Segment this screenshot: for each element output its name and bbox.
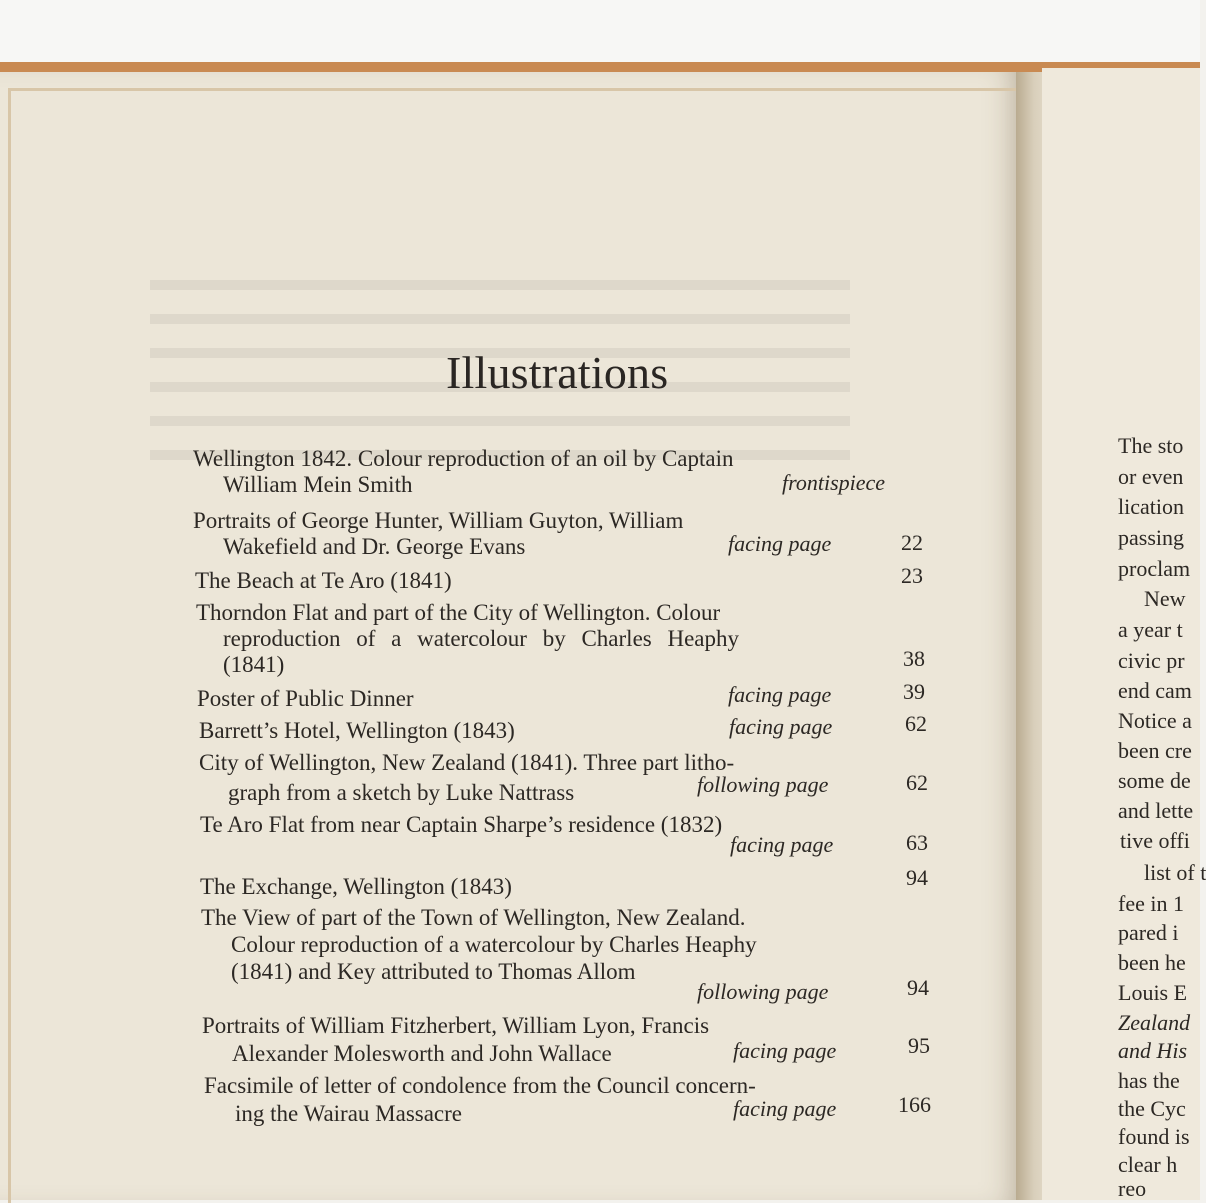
entry-line: reproduction of a watercolour by Charles Heaphy bbox=[223, 626, 740, 651]
right-page-line: been he bbox=[1118, 950, 1186, 975]
entry-location: following page bbox=[697, 772, 829, 797]
entry-line: Portraits of George Hunter, William Guyton, William bbox=[193, 508, 684, 533]
entry-line: (1841) bbox=[223, 652, 285, 677]
entry-location: facing page bbox=[728, 682, 832, 707]
entry-line: Barrett’s Hotel, Wellington (1843) bbox=[199, 718, 515, 743]
page-title: Illustrations bbox=[446, 347, 669, 398]
right-page-line: end cam bbox=[1118, 678, 1192, 703]
entry-page-number: 38 bbox=[903, 646, 925, 671]
illustration-entry bbox=[199, 748, 734, 808]
entry-page-number: 63 bbox=[906, 830, 928, 855]
right-page-line: civic pr bbox=[1118, 648, 1185, 673]
right-page-line: lication bbox=[1118, 494, 1184, 519]
background-surface bbox=[0, 0, 1200, 70]
right-page-line: Notice a bbox=[1118, 708, 1192, 733]
entry-page-number: 95 bbox=[908, 1033, 930, 1058]
entry-line: ing the Wairau Massacre bbox=[235, 1101, 463, 1126]
illustration-entry bbox=[202, 1012, 709, 1068]
right-page-line: been cre bbox=[1118, 738, 1192, 763]
right-page-line: pared i bbox=[1118, 920, 1179, 945]
right-page-line: and His bbox=[1118, 1038, 1188, 1063]
entry-location: facing page bbox=[729, 714, 833, 739]
entry-page-number: 94 bbox=[906, 865, 928, 890]
right-page-line: Zealand bbox=[1118, 1010, 1191, 1035]
right-page-line: The sto bbox=[1118, 433, 1184, 458]
illustration-entry bbox=[193, 446, 733, 498]
right-page-line: has the bbox=[1118, 1068, 1180, 1093]
entry-page-number: 62 bbox=[905, 711, 927, 736]
entry-line: William Mein Smith bbox=[223, 472, 413, 497]
entry-page-number: 62 bbox=[906, 770, 928, 795]
right-page-line: a year t bbox=[1118, 617, 1183, 642]
right-page-line: list of t bbox=[1144, 860, 1206, 885]
entry-line: Thorndon Flat and part of the City of Wellington. Colour bbox=[196, 600, 721, 625]
illustration-entry bbox=[201, 904, 757, 985]
entry-page-number: 166 bbox=[898, 1092, 931, 1117]
entry-location: facing page bbox=[733, 1096, 837, 1121]
entry-location: facing page bbox=[733, 1038, 837, 1063]
illustration-entry bbox=[195, 568, 452, 594]
entry-location: frontispiece bbox=[782, 470, 886, 495]
entry-location: facing page bbox=[728, 531, 832, 556]
entry-line: (1841) and Key attributed to Thomas Allom bbox=[231, 959, 636, 984]
illustration-entry bbox=[204, 1072, 756, 1128]
right-page-line: proclam bbox=[1118, 556, 1191, 581]
entry-line: The Beach at Te Aro (1841) bbox=[195, 568, 452, 593]
right-page-line: clear h bbox=[1118, 1152, 1178, 1177]
entry-page-number: 39 bbox=[903, 679, 925, 704]
illustration-entry bbox=[200, 874, 512, 900]
entry-line: Colour reproduction of a watercolour by Charles Heaphy bbox=[231, 932, 757, 957]
right-page-line: tive offi bbox=[1120, 828, 1190, 853]
entry-location: facing page bbox=[730, 832, 834, 857]
illustration-entry bbox=[196, 600, 739, 678]
right-page-line: and lette bbox=[1118, 798, 1194, 823]
illustration-entry bbox=[200, 812, 722, 838]
entry-location: following page bbox=[697, 979, 829, 1004]
entry-line: City of Wellington, New Zealand (1841). Three part litho- bbox=[199, 750, 735, 775]
entry-line: Portraits of William Fitzherbert, William Lyon, Francis bbox=[202, 1013, 710, 1038]
entry-line: Wellington 1842. Colour reproduction of an oil by Captain bbox=[193, 446, 734, 471]
illustration-entry bbox=[199, 718, 515, 744]
entry-line: Alexander Molesworth and John Wallace bbox=[232, 1041, 612, 1066]
right-page-line: found is bbox=[1118, 1124, 1190, 1149]
entry-line: Poster of Public Dinner bbox=[197, 686, 414, 711]
right-page-line: fee in 1 bbox=[1118, 891, 1184, 916]
entry-line: Wakefield and Dr. George Evans bbox=[223, 534, 526, 559]
entry-page-number: 22 bbox=[901, 530, 923, 555]
entry-line: Facsimile of letter of condolence from the Council concern- bbox=[204, 1073, 756, 1098]
entry-line: graph from a sketch by Luke Nattrass bbox=[228, 780, 575, 805]
illustration-entry bbox=[197, 686, 414, 712]
right-page-line: reo bbox=[1118, 1176, 1147, 1201]
entry-page-number: 94 bbox=[907, 975, 929, 1000]
entry-line: Te Aro Flat from near Captain Sharpe’s residence (1832) bbox=[200, 812, 723, 837]
right-page-line: passing bbox=[1118, 525, 1184, 550]
illustration-entry bbox=[193, 508, 683, 560]
entry-line: The View of part of the Town of Wellington, New Zealand. bbox=[201, 905, 746, 930]
right-page-line: some de bbox=[1118, 768, 1191, 793]
entry-page-number: 23 bbox=[901, 563, 923, 588]
entry-line: The Exchange, Wellington (1843) bbox=[200, 874, 512, 899]
right-page-line: Louis E bbox=[1118, 980, 1188, 1005]
right-page-line: the Cyc bbox=[1118, 1096, 1186, 1121]
right-page-line: New bbox=[1144, 586, 1186, 611]
right-page-line: or even bbox=[1118, 464, 1184, 489]
